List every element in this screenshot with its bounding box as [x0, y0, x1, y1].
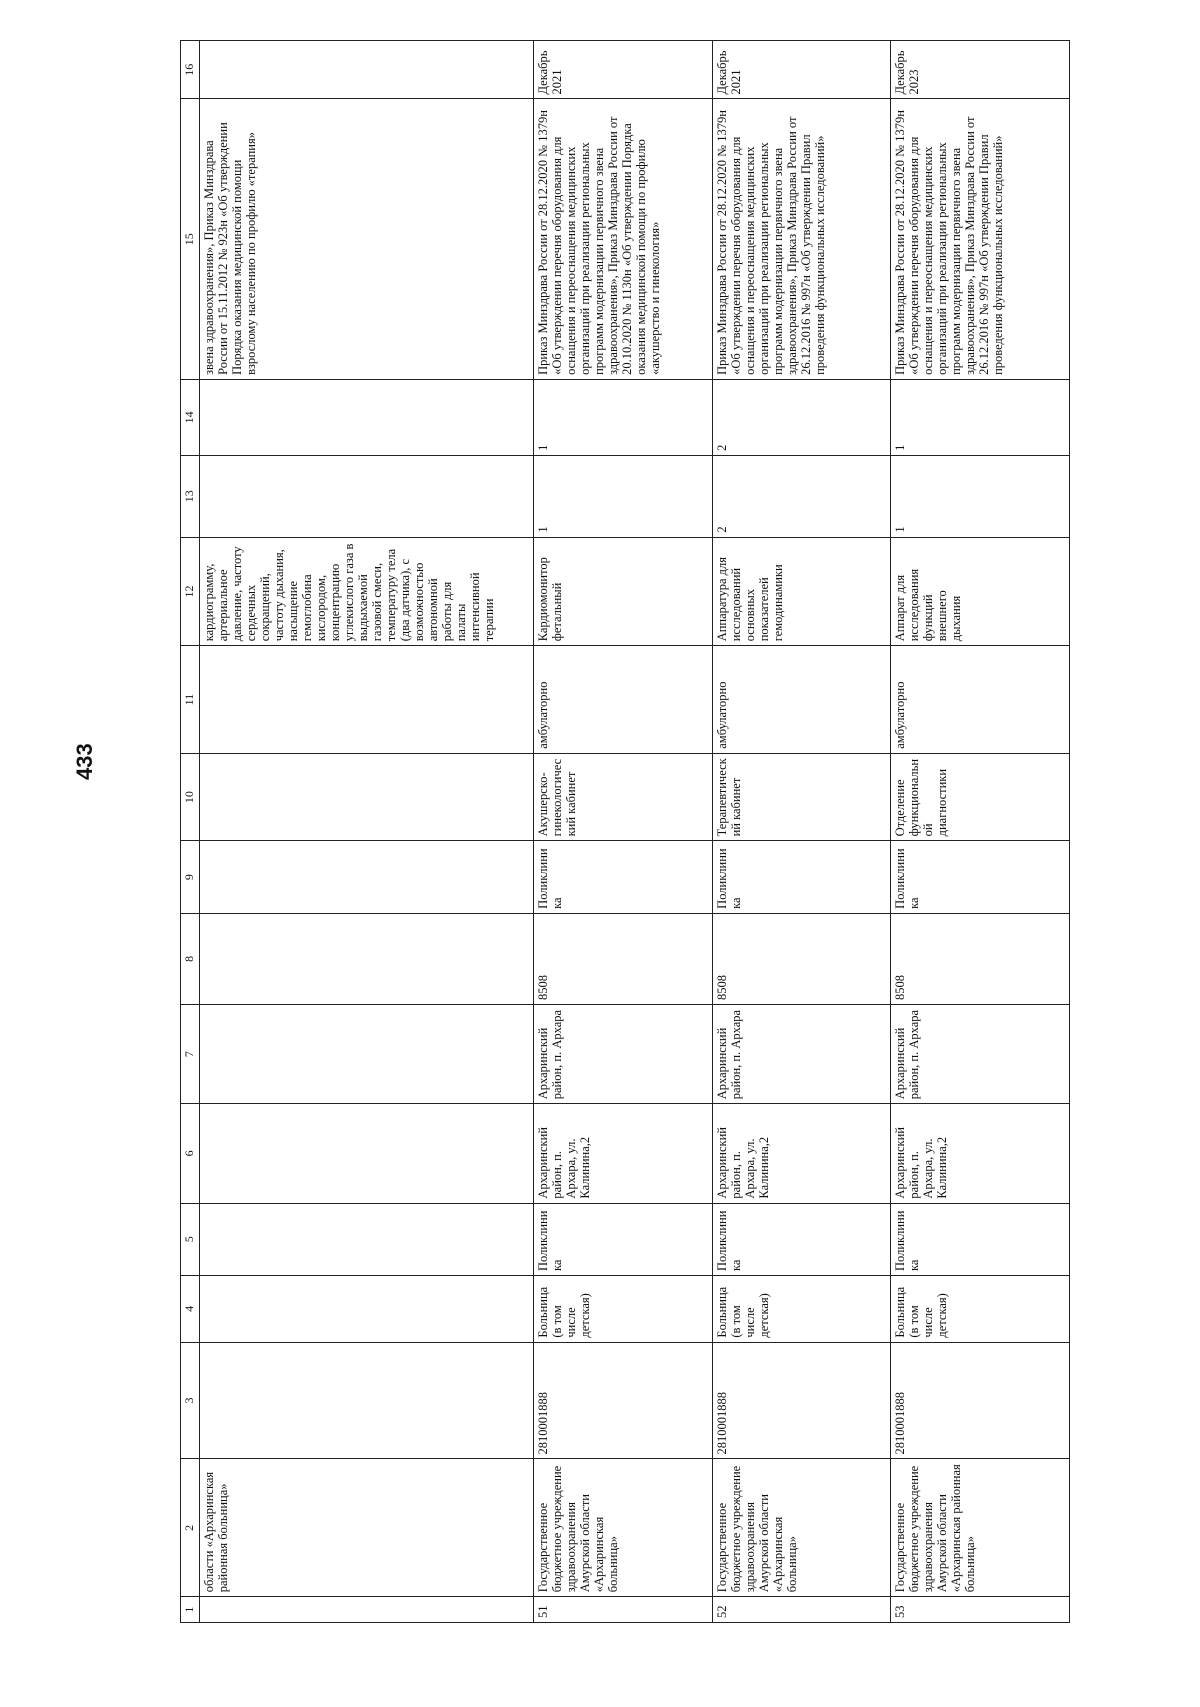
table-cell-col-11	[200, 646, 534, 753]
table-cell-col-4	[200, 1276, 534, 1343]
table-cell-col-2: Государственное бюджетное учреждение здравоохранения Амурской области «Архаринская районная больница»	[891, 1459, 1070, 1597]
col-header: 3	[181, 1342, 200, 1459]
table-cell-col-3	[200, 1342, 534, 1459]
table-cell-col-7: Архаринский район, п. Архара	[891, 1004, 1070, 1103]
table-row	[891, 41, 1070, 1623]
col-header: 15	[181, 99, 200, 379]
table-cell-col-16: Декабрь 2021	[533, 41, 712, 100]
table-cell-col-14: 1	[891, 379, 1070, 455]
table-cell-col-6: Архаринский район, п. Архара, ул. Калинина,2	[712, 1104, 891, 1203]
table-cell-col-7: Архаринский район, п. Архара	[533, 1004, 712, 1103]
table-cell-col-9	[200, 841, 534, 913]
table-cell-col-1: 52	[712, 1597, 891, 1623]
table-cell-col-9: Поликлиника	[533, 841, 712, 913]
table-cell-col-12: Кардиомонитор фетальный	[533, 537, 712, 646]
table-cell-col-11: амбулаторно	[891, 646, 1070, 753]
header-row	[181, 41, 200, 1623]
page-number: 433	[72, 743, 97, 780]
table-cell-col-9: Поликлиника	[891, 841, 1070, 913]
col-header: 1	[181, 1597, 200, 1623]
col-header: 8	[181, 913, 200, 1004]
table-row	[712, 41, 891, 1623]
table-cell-col-13: 1	[533, 455, 712, 537]
col-header: 10	[181, 753, 200, 841]
table-cell-col-4: Больница (в том числе детская)	[533, 1276, 712, 1343]
col-header: 4	[181, 1276, 200, 1343]
table-cell-col-12: Аппаратура для исследований основных показателей гемодинамики	[712, 537, 891, 646]
table-cell-col-16	[200, 41, 534, 100]
col-header: 16	[181, 41, 200, 100]
table-cell-col-13	[200, 455, 534, 537]
table-cell-col-3: 2810001888	[712, 1342, 891, 1459]
table-cell-col-2: Государственное бюджетное учреждение здравоохранения Амурской области «Архаринская больница»	[533, 1459, 712, 1597]
table-cell-col-6: Архаринский район, п. Архара, ул. Калинина,2	[533, 1104, 712, 1203]
table-cell-col-10: Терапевтический кабинет	[712, 753, 891, 841]
table-cell-col-10: Отделение функциональной диагностики	[891, 753, 1070, 841]
col-header: 6	[181, 1104, 200, 1203]
table-cell-col-1: 53	[891, 1597, 1070, 1623]
table-cell-col-4: Больница (в том числе детская)	[891, 1276, 1070, 1343]
col-header: 11	[181, 646, 200, 753]
table-cell-col-9: Поликлиника	[712, 841, 891, 913]
col-header: 14	[181, 379, 200, 455]
table-cell-col-14: 2	[712, 379, 891, 455]
table-cell-col-7: Архаринский район, п. Архара	[712, 1004, 891, 1103]
table-cell-col-8: 8508	[712, 913, 891, 1004]
table-cell-col-1	[200, 1597, 534, 1623]
table-cell-col-8	[200, 913, 534, 1004]
col-header: 5	[181, 1203, 200, 1275]
table-row	[200, 41, 534, 1623]
table-cell-col-10	[200, 753, 534, 841]
table-cell-col-6	[200, 1104, 534, 1203]
table-row	[533, 41, 712, 1623]
table-cell-col-13: 2	[712, 455, 891, 537]
table-cell-col-14	[200, 379, 534, 455]
equipment-table	[180, 40, 1070, 1623]
table-cell-col-15: Приказ Минздрава России от 28.12.2020 № 1379н «Об утверждении перечня оборудования для оснащения и переоснащения медицинских организаций при реализации региональных программ модернизации первичного звена здравоохранения», Приказ Минздрава России от 26.12.2016 № 997н «Об утверждении Правил проведения функциональных исследований»	[712, 99, 891, 379]
table-cell-col-12: Аппарат для исследования функций внешнего дыхания	[891, 537, 1070, 646]
table-cell-col-2: области «Архаринская районная больница»	[200, 1459, 534, 1597]
table-cell-col-4: Больница (в том числе детская)	[712, 1276, 891, 1343]
table-cell-col-12: кардиограмму, артериальное давление, частоту сердечных сокращений, частоту дыхания, насыщение гемоглобина кислородом, концентрацию углекислого газа в выдыхаемой газовой смеси, температуру тела (два датчика), с возможностью автономной работы для палаты интенсивной терапии	[200, 537, 534, 646]
table-cell-col-5	[200, 1203, 534, 1275]
table-cell-col-15: Приказ Минздрава России от 28.12.2020 № 1379н «Об утверждении перечня оборудования для оснащения и переоснащения медицинских организаций при реализации региональных программ модернизации первичного звена здравоохранения», Приказ Минздрава России от 20.10.2020 № 1130н «Об утверждении Порядка оказания медицинской помощи по профилю «акушерство и гинекология»	[533, 99, 712, 379]
table-cell-col-14: 1	[533, 379, 712, 455]
table-cell-col-16: Декабрь 2023	[891, 41, 1070, 100]
table-cell-col-3: 2810001888	[533, 1342, 712, 1459]
table-cell-col-5: Поликлиника	[891, 1203, 1070, 1275]
table-cell-col-8: 8508	[891, 913, 1070, 1004]
table-cell-col-8: 8508	[533, 913, 712, 1004]
table-cell-col-13: 1	[891, 455, 1070, 537]
table-cell-col-11: амбулаторно	[712, 646, 891, 753]
table-cell-col-15: звена здравоохранения», Приказ Минздрава России от 15.11.2012 № 923н «Об утверждении Порядка оказания медицинской помощи взрослому населению по профилю «терапия»	[200, 99, 534, 379]
table-cell-col-10: Акушерско-гинекологический кабинет	[533, 753, 712, 841]
table-cell-col-11: амбулаторно	[533, 646, 712, 753]
rotated-table-container	[180, 40, 1070, 1623]
col-header: 7	[181, 1004, 200, 1103]
table-body	[200, 41, 1070, 1623]
col-header: 13	[181, 455, 200, 537]
table-cell-col-15: Приказ Минздрава России от 28.12.2020 № 1379н «Об утверждении перечня оборудования для оснащения и переоснащения медицинских организаций при реализации региональных программ модернизации первичного звена здравоохранения», Приказ Минздрава России от 26.12.2016 № 997н «Об утверждении Правил проведения функциональных исследований»	[891, 99, 1070, 379]
table-cell-col-3: 2810001888	[891, 1342, 1070, 1459]
col-header: 9	[181, 841, 200, 913]
col-header: 12	[181, 537, 200, 646]
table-cell-col-16: Декабрь 2021	[712, 41, 891, 100]
table-cell-col-7	[200, 1004, 534, 1103]
table-cell-col-5: Поликлиника	[533, 1203, 712, 1275]
table-cell-col-1: 51	[533, 1597, 712, 1623]
table-cell-col-6: Архаринский район, п. Архара, ул. Калинина,2	[891, 1104, 1070, 1203]
table-cell-col-2: Государственное бюджетное учреждение здравоохранения Амурской области «Архаринская больница»	[712, 1459, 891, 1597]
col-header: 2	[181, 1459, 200, 1597]
table-cell-col-5: Поликлиника	[712, 1203, 891, 1275]
